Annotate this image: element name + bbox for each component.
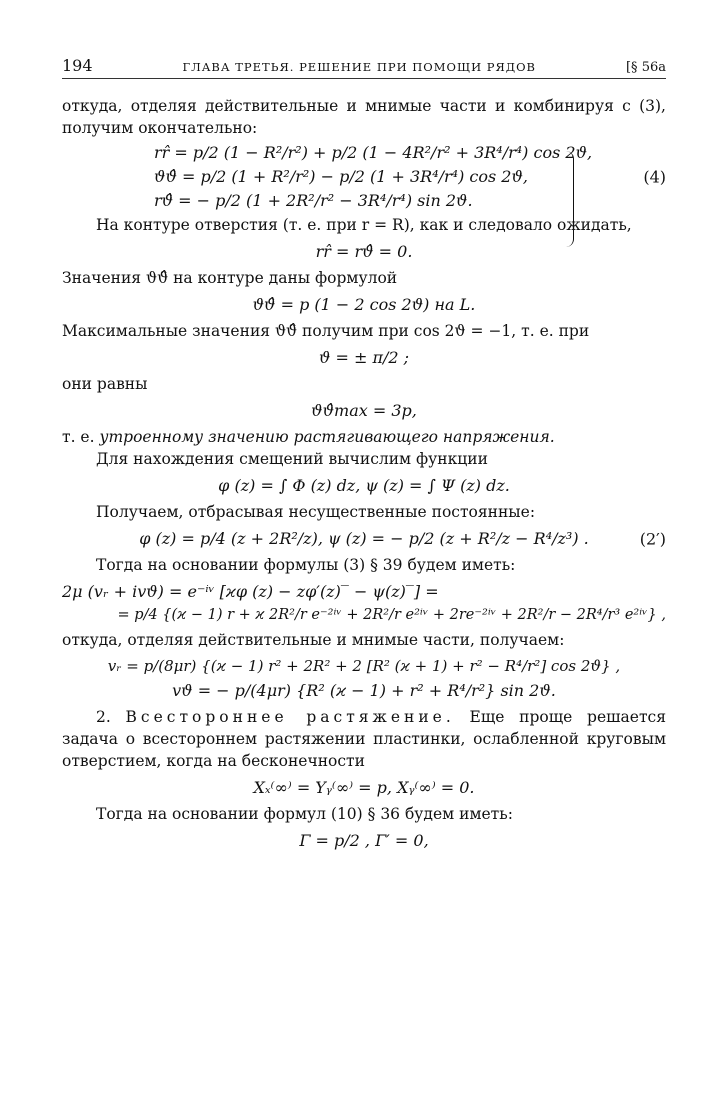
equation-infinity: Xₓ⁽∞⁾ = Yᵧ⁽∞⁾ = p, Xᵧ⁽∞⁾ = 0. xyxy=(253,778,475,797)
chapter-title: ГЛАВА ТРЕТЬЯ. РЕШЕНИЕ ПРИ ПОМОЩИ РЯДОВ xyxy=(182,60,537,74)
running-header xyxy=(62,56,666,79)
equation-thth: ϑϑ̂ = p/2 (1 + R²/r²) − p/2 (1 + 3R⁴/r⁴) cos 2ϑ, xyxy=(154,167,528,186)
paragraph-7: Для нахождения смещений вычислим функции xyxy=(96,450,488,468)
paragraph-11-text: Еще проще решается задача о всестороннем растяжении пластинки, ослабленной круговым отверстием, когда на бесконечности xyxy=(62,708,666,770)
equation-2prime: φ (z) = p/4 (z + 2R²/z), ψ (z) = − p/2 (z + R²/z − R⁴/z³) . xyxy=(139,529,589,548)
paragraph-6 xyxy=(62,426,666,448)
paragraph-2: На контуре отверстия (т. е. при r = R), как и следовало ожидать, xyxy=(96,216,632,234)
equation-rth: rϑ̂ = − p/2 (1 + 2R²/r² − 3R⁴/r⁴) sin 2ϑ. xyxy=(154,191,473,210)
equation-label-2prime: (2′) xyxy=(639,529,666,548)
equation-max: ϑϑ̂max = 3p, xyxy=(311,401,417,420)
paragraph-5: они равны xyxy=(62,375,148,393)
page-number: 194 xyxy=(62,56,93,75)
brace xyxy=(563,151,574,247)
paragraph-12: Тогда на основании формул (10) § 36 будем иметь: xyxy=(96,805,513,823)
equation-theta: ϑϑ̂ = p (1 − 2 cos 2ϑ) на L. xyxy=(252,295,476,314)
paragraph-8: Получаем, отбрасывая несущественные постоянные: xyxy=(96,503,536,521)
equation-functions: φ (z) = ∫ Φ (z) dz, ψ (z) = ∫ Ψ (z) dz. xyxy=(218,476,510,495)
equation-rr: rr̂ = p/2 (1 − R²/r²) + p/2 (1 − 4R²/r² + 3R⁴/r⁴) cos 2ϑ, xyxy=(154,143,593,162)
section-number: 2. xyxy=(96,708,126,726)
page xyxy=(62,56,666,856)
equation-label-4: (4) xyxy=(643,167,666,186)
paragraph-6-prefix: т. е. xyxy=(62,428,100,446)
paragraph-10: откуда, отделяя действительные и мнимые части, получаем: xyxy=(62,631,565,649)
paragraph-9: Тогда на основании формулы (3) § 39 будем иметь: xyxy=(96,556,516,574)
section-heading: Всестороннее растяжение. xyxy=(125,708,455,726)
equation-displacement-2: = p/4 {(ϰ − 1) r + ϰ 2R²/r e⁻²ⁱᵛ + 2R²/r e²ⁱᵛ + 2re⁻²ⁱᵛ + 2R²/r − 2R⁴/r³ e²ⁱᵛ} , xyxy=(117,607,666,623)
equation-displacement-1: 2μ (vᵣ + ivϑ) = e⁻ⁱᵛ [ϰφ (z) − zφ′(z)‾ − ψ(z)‾] = xyxy=(62,582,439,601)
equation-contour: rr̂ = rϑ̂ = 0. xyxy=(315,242,413,261)
paragraph-1: откуда, отделяя действительные и мнимые части и комбинируя с (3), получим окончательно: xyxy=(62,97,666,137)
equation-vtheta: vϑ = − p/(4μr) {R² (ϰ − 1) + r² + R⁴/r²} sin 2ϑ. xyxy=(172,681,556,700)
equation-gamma: Γ = p/2 , Γ′ = 0, xyxy=(299,831,429,850)
paragraph-4: Максимальные значения ϑϑ̂ получим при cos 2ϑ = −1, т. е. при xyxy=(62,322,590,340)
equation-2prime-row xyxy=(62,529,666,548)
paragraph-6-italic: утроенному значению растягивающего напряжения. xyxy=(99,428,555,446)
paragraph-3: Значения ϑϑ̂ на контуре даны формулой xyxy=(62,269,398,287)
section-ref: [§ 56а xyxy=(625,60,666,75)
equation-system-4 xyxy=(62,143,666,210)
equation-vr: vᵣ = p/(8μr) {(ϰ − 1) r² + 2R² + 2 [R² (ϰ + 1) + r² − R⁴/r²] cos 2ϑ} , xyxy=(107,657,621,675)
equation-angle: ϑ = ± π/2 ; xyxy=(318,348,410,367)
paragraph-11 xyxy=(62,706,666,772)
